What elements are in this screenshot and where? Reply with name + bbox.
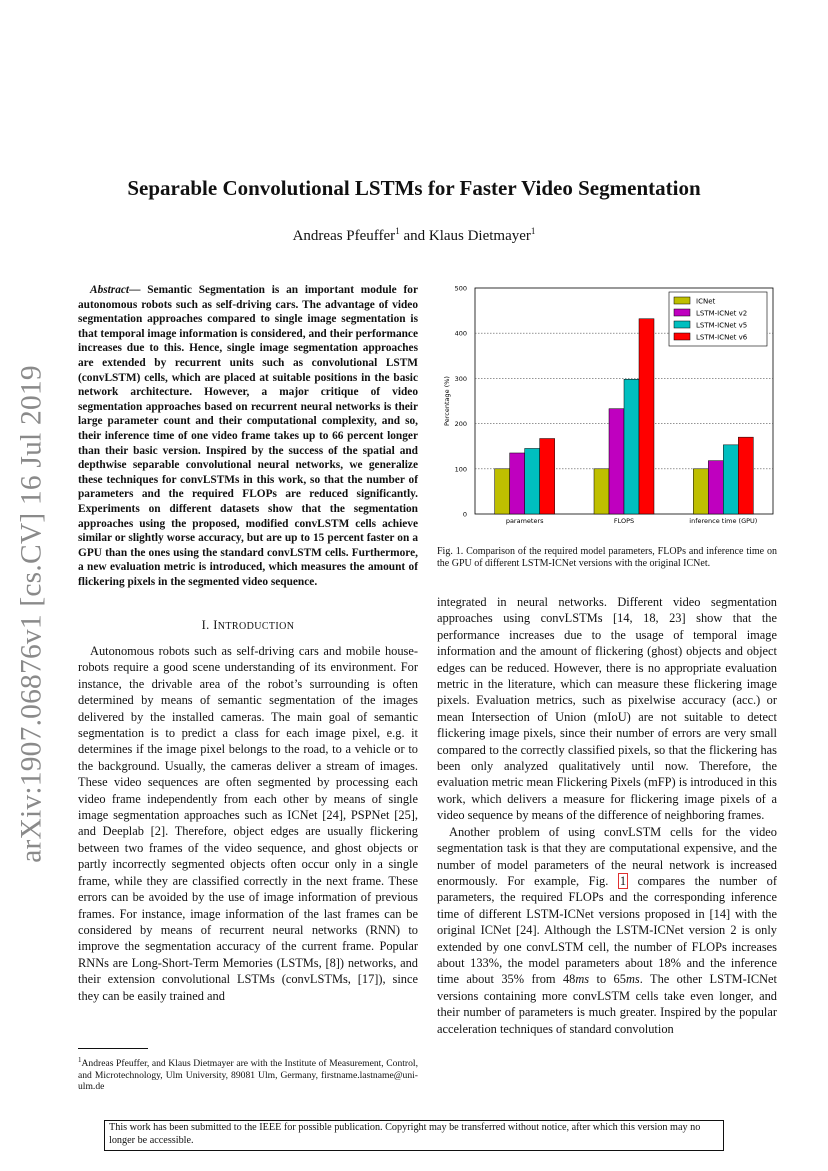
x-category-label: parameters: [505, 517, 544, 525]
body-column-right: [437, 594, 777, 1037]
bar: [525, 448, 540, 514]
text-run: Another problem of using convLSTM cells for the video segmentation task is that they are computational expensive, and the number of model parameters of the neural network is increased enormously. For example, Fig.: [437, 824, 777, 888]
bar: [738, 437, 753, 514]
section-number: I.: [201, 618, 214, 632]
bar-chart: [437, 280, 777, 530]
section-initial: I: [213, 618, 218, 632]
affiliation-mark: 1: [530, 226, 536, 236]
y-tick-label: 400: [454, 329, 467, 338]
bar: [510, 453, 525, 514]
legend-label: LSTM-ICNet v5: [696, 321, 748, 330]
arxiv-id-text: arXiv:1907.06876v1 [cs.CV] 16 Jul 2019: [15, 365, 48, 863]
y-tick-label: 500: [454, 284, 467, 293]
bar: [609, 409, 624, 514]
body-paragraph: Autonomous robots such as self-driving cars and mobile house-robots require a good scene understanding of its environment. For instance, the drivable area of the robot’s surrounding is often determined by means of semantic segmentation of the images delivered by the installed cameras. The main goal of semantic segmentation is to predict a class for each image pixel, e.g. it determines if the image pixel belongs to the road, to a vehicle or to the background. Usually, the cameras deliver a stream of images. These video sequences are often segmented by processing each video frame independently from each other by means of single image segmentation approaches such as ICNet [24], PSPNet [25], and Deeplab [2]. Therefore, object edges are usually flickering between two frames of the video sequence, and ghost objects or partly incorrectly segmented objects often occur only in a single frame, while they are classified correctly in the next frame. These errors can be avoided by the use of image information of previous frames. For instance, image information of the last frames can be considered by means of recurrent neural networks (RNN) to improve the segmentation accuracy of the current frame. Popular RNNs are Long-Short-Term Memories (LSTMs, [8]) networks, and their extension convolutional LSTMs (convLSTMs, [17]), since they can be easily trained and: [78, 644, 418, 1003]
y-tick-label: 300: [454, 374, 467, 383]
abstract-text: Semantic Segmentation is an important module for autonomous robots such as self-driving cars. The advantage of video segmentation approaches compared to single image segmentation is that temporal image information is considered, and their performance increases due to this. Hence, single image segmentation approaches are extended by recurrent units such as convolutional LSTM (convLSTM) cells, which are placed at suitable positions in the basic network architecture. However, a major critique of video segmentation approaches based on recurrent neural networks is their large parameter count and their computational complexity, and so, their inference time of one video frame takes up to 66 percent longer than their basic version. Inspired by the success of the spatial and depthwise separable convolutional neural networks, we generalize these techniques for convLSTMs in this work, so that the number of parameters and the required FLOPs are reduced significantly. Experiments on different datasets show that the segmentation approaches using the proposed, modified convLSTM cells achieve similar or slightly worse accuracy, but are up to 15 percent faster on a GPU than the ones using the standard convLSTM cells. Furthermore, a new evaluation metric is introduced, which measures the amount of flickering pixels in the segmented video sequence.: [78, 284, 418, 588]
legend-swatch: [674, 333, 690, 340]
legend-swatch: [674, 321, 690, 328]
footnote-divider: [78, 1048, 148, 1049]
figure-1: [437, 280, 777, 530]
unit-text: ms: [575, 972, 590, 987]
paper-title: Separable Convolutional LSTMs for Faster Video Segmentation: [127, 176, 701, 200]
bar: [693, 469, 708, 514]
section-title-rest: NTRODUCTION: [217, 621, 295, 632]
author-list: [0, 226, 828, 245]
text-run: to 65: [589, 972, 626, 987]
y-tick-label: 0: [462, 510, 467, 519]
bar: [495, 469, 510, 514]
figure-caption: Fig. 1. Comparison of the required model parameters, FLOPs and inference time on the GPU of different LSTM-ICNet versions with the original ICNet.: [437, 546, 777, 570]
footnote-mark: 1: [78, 1056, 82, 1064]
bar: [723, 445, 738, 514]
x-category-label: FLOPS: [613, 517, 635, 525]
x-category-label: inference time (GPU): [689, 517, 758, 525]
y-tick-label: 200: [454, 420, 467, 429]
legend-swatch: [674, 297, 690, 304]
bar: [594, 469, 609, 514]
y-tick-label: 100: [454, 465, 467, 474]
legend-label: LSTM-ICNet v2: [696, 309, 748, 318]
body-paragraph: integrated in neural networks. Different video segmentation approaches using convLSTMs [14, 18, 23] show that the performance increases due to the usage of temporal image information and the amount of flickering (ghost) objects and object edges can be reduced. However, there is no appropriate evaluation metric in the literature, which can measure these flickering image pixels. Evaluation metrics, such as pixelwise accuracy (acc.) or mean Intersection of Union (mIoU) are not suitable to detect flickering image pixels, since their number of errors are very small compared to the correctly classified pixels, so that the flickering has been only analyzed qualitatively until now. Therefore, the evaluation metric mean Flickering Pixels (mFP) is introduced in this work, which delivers a measure for flickering image pixels of a video sequence by means of the difference of neighboring frames.: [437, 595, 777, 823]
abstract-label: Abstract: [90, 284, 130, 296]
bar: [540, 439, 555, 514]
y-axis-label: Percentage (%): [443, 376, 451, 426]
author-name: Klaus Dietmayer: [428, 228, 531, 244]
abstract: [78, 283, 418, 589]
footnote-text: Andreas Pfeuffer, and Klaus Dietmayer are with the Institute of Measurement, Control, and Microtechnology, Ulm University, 89081 Ulm, Germany, firstname.lastname@uni-ulm.de: [78, 1058, 418, 1093]
figure-reference-link[interactable]: 1: [619, 873, 627, 888]
section-heading-introduction: [78, 618, 418, 633]
affiliation-mark: 1: [395, 226, 400, 236]
text-run: compares the number of parameters, the required FLOPs and the corresponding inference time of different LSTM-ICNet versions proposed in [14] with the original ICNet [24]. Although the LSTM-ICNet version 2 is only extended by one convLSTM cell, the number of FLOPs increases about 133%, the model parameters about 18% and the inference time about 35% from 48: [437, 873, 777, 987]
bar: [639, 319, 654, 514]
body-paragraph: [437, 824, 777, 1037]
arxiv-side-stamp: [10, 365, 54, 863]
legend-label: ICNet: [696, 297, 716, 306]
legend-label: LSTM-ICNet v6: [696, 333, 748, 342]
bar: [624, 379, 639, 514]
copyright-notice-box: This work has been submitted to the IEEE for possible publication. Copyright may be transferred without notice, after which this version may no longer be accessible.: [104, 1120, 724, 1151]
unit-text: ms: [625, 972, 640, 987]
footnote: [78, 1055, 418, 1093]
author-conjunction: and: [399, 228, 429, 244]
intro-paragraph-left: [78, 643, 418, 1004]
bar: [708, 461, 723, 514]
text-run: . The other LSTM-ICNet versions containing more convLSTM cells take even longer, and their number of parameters is much greater. Inspired by the popular acceleration techniques of standard convolution: [437, 972, 777, 1036]
author-name: Andreas Pfeuffer: [292, 228, 396, 244]
abstract-dash: —: [129, 284, 148, 296]
legend-swatch: [674, 309, 690, 316]
